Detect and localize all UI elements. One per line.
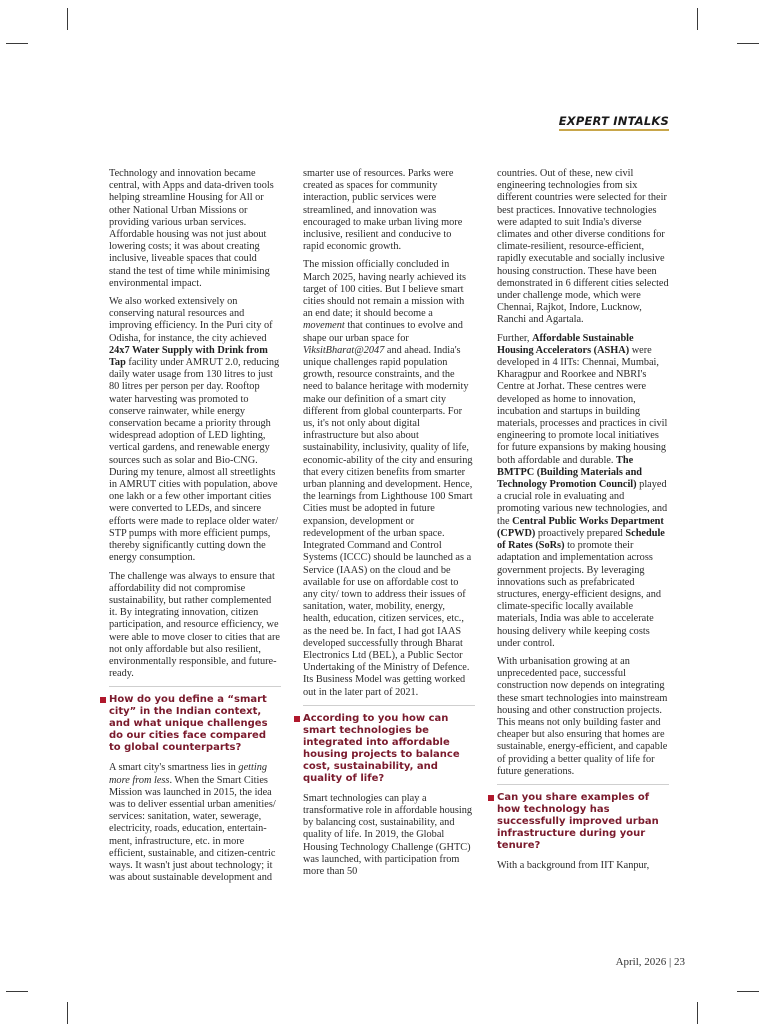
crop-mark bbox=[67, 8, 68, 30]
column-3 bbox=[497, 168, 669, 878]
paragraph: The mission officially concluded in March 2025, having nearly achieved its target of 100 cities. But I believe smart cities should not remain a mission with an end date; it should become a movement that continues to evolve and shape our urban space for ViksitBharat@2047 and ahead. India's unique challenges rapid population growth, resource constraints, and the need to balance heritage with modernity make our definition of a smart city different from global counterparts. For us, it's not only about digital infrastructure but also about sustainability, inclusivity, quality of life, economic-ability of the city and ensuring that every citizen benefits from smarter urban planning and development. Hence, the learnings from Lighthouse 100 Smart Cities must be adopted in future expansion, development or redevelopment of the urban space. Integrated Command and Control Systems (ICCC) should be launched as a Service (IAAS) on the cloud and be available for use on affordable cost to any city/ town to address their issues of sanitation, water, mobility, energy, health, education, citizen services, etc., as the need be. In fact, I had got IAAS developed successfully through Bharat Electronics Ltd (BEL), a Public Sector Undertaking of the Ministry of Defence. Its Business Model was getting worked out in the later part of 2021. bbox=[303, 259, 473, 698]
section-tag bbox=[559, 114, 669, 128]
crop-mark bbox=[697, 8, 698, 30]
paragraph: We also worked extensively on conserving natural resources and improving efficiency. In the Puri city of Odisha, for instance, the city achieved 24x7 Water Supply with Drink from Tap facility under AMRUT 2.0, reducing daily water usage from 130 litres to just 80 litres per person per day. Rooftop water harvesting was promoted to conserve rainwater, while energy conservation became a priority through widespread adoption of LED lighting, vertical gardens, and renewable energy sources such as solar and Bio-CNG. During my tenure, almost all streetlights in AMRUT cities with population, above one lakh or a few other important cities were converted to LEDs, and sincere efforts were made to replace older water/ STP pumps with more efficient pumps, thereby significantly cutting down the energy consumption. bbox=[109, 296, 280, 564]
question-marker-icon bbox=[488, 795, 494, 801]
crop-mark bbox=[737, 991, 759, 992]
section-tag-label: EXPERT INTALKS bbox=[558, 114, 669, 128]
crop-mark bbox=[697, 1002, 698, 1024]
paragraph: A smart city's smartness lies in getting more from less. When the Smart Cities Mission was launched in 2015, the idea was to deliver essential urban amenities/ services: sanitation, water, sewerage, electricity, roads, education, entertain-ment, infrastructure, etc. in more efficient, sustainable, and citizen-centric ways. It wasn't just about technology; it was about sustainable development and bbox=[109, 762, 276, 884]
question-marker-icon bbox=[294, 716, 300, 722]
paragraph: Technology and innovation became central, with Apps and data-driven tools helping streamline Housing for All or other National Urban Missions or providing various urban services. Affordable housing was not just about lowering costs; it was about creating inclusive, liveable spaces that could stand the test of time while minimising environmental impact. bbox=[109, 168, 274, 289]
paragraph: smarter use of resources. Parks were created as spaces for community interaction, public services were streamlined, and innovation was encouraged to make urban living more inclusive, resilient and conducive to rapid economic growth. bbox=[303, 168, 463, 253]
crop-mark bbox=[737, 43, 759, 44]
question-heading: According to you how can smart technologies be integrated into affordable housing projects to balance cost, sustainability, and quality of life? bbox=[303, 705, 475, 785]
paragraph: Further, Affordable Sustainable Housing Accelerators (ASHA) were developed in 4 IITs: Chennai, Mumbai, Kharagpur and Roorkee and NBRI's Centre at Jorhat. These centres were developed as home to innovation, incubation and startups in building materials, processes and practices in civil engineering to promote local initiatives for future expansions by making housing both affordable and durable. The BMTPC (Building Materials and Technology Promotion Council) played a crucial role in evaluating and promoting various new technologies, and the Central Public Works Department (CPWD) proactively prepared Schedule of Rates (SoRs) to promote their adaptation and implementation across government projects. By leveraging innovations such as prefabricated structures, energy-efficient designs, and climate-specific locally available materials, India was able to accelerate housing delivery while keeping costs under control. bbox=[497, 332, 668, 649]
column-1 bbox=[109, 168, 281, 890]
section-tag-underline bbox=[559, 129, 669, 131]
crop-mark bbox=[6, 991, 28, 992]
paragraph: countries. Out of these, new civil engineering technologies from six different countries were selected for their best practices. Innovative technologies were adapted to suit India's diverse climates and other diverse conditions for climate-resilient, resource-efficient, rapidly executable and socially inclusive housing construction. These have been demonstrated in 6 different cities selected under challenge mode, which were Chennai, Rajkot, Indore, Lucknow, Ranchi and Agartala. bbox=[497, 168, 669, 326]
question-marker-icon bbox=[100, 697, 106, 703]
paragraph: The challenge was always to ensure that affordability did not compromise sustainability, but rather complemented it. By integrating innovation, citizen participation, and resource efficiency, we were able to move closer to cities that are not only affordable but also resilient, environmentally responsible, and future-ready. bbox=[109, 570, 280, 680]
question-heading: How do you define a “smart city” in the Indian context, and what unique challenges do our cities face compared to global counterparts? bbox=[109, 686, 281, 754]
paragraph: Smart technologies can play a transformative role in affordable housing by balancing cost, sustainability, and quality of life. In 2019, the Global Housing Technology Challenge (GHTC) was launched, with participation from more than 50 bbox=[303, 792, 473, 877]
paragraph: With a background from IIT Kanpur, bbox=[497, 859, 650, 871]
paragraph: With urbanisation growing at an unprecedented pace, successful construction now depends on integrating these smart technologies into mainstream housing and other construction projects. This means not only building faster and cheaper but also ensuring that homes are sustainable, energy-efficient, and capable of providing a better quality of life for future generations. bbox=[497, 655, 668, 777]
page-footer: April, 2026 | 23 bbox=[615, 956, 685, 968]
crop-mark bbox=[67, 1002, 68, 1024]
column-2 bbox=[303, 168, 475, 884]
crop-mark bbox=[6, 43, 28, 44]
question-heading: Can you share examples of how technology has successfully improved urban infrastructure during your tenure? bbox=[497, 784, 669, 852]
